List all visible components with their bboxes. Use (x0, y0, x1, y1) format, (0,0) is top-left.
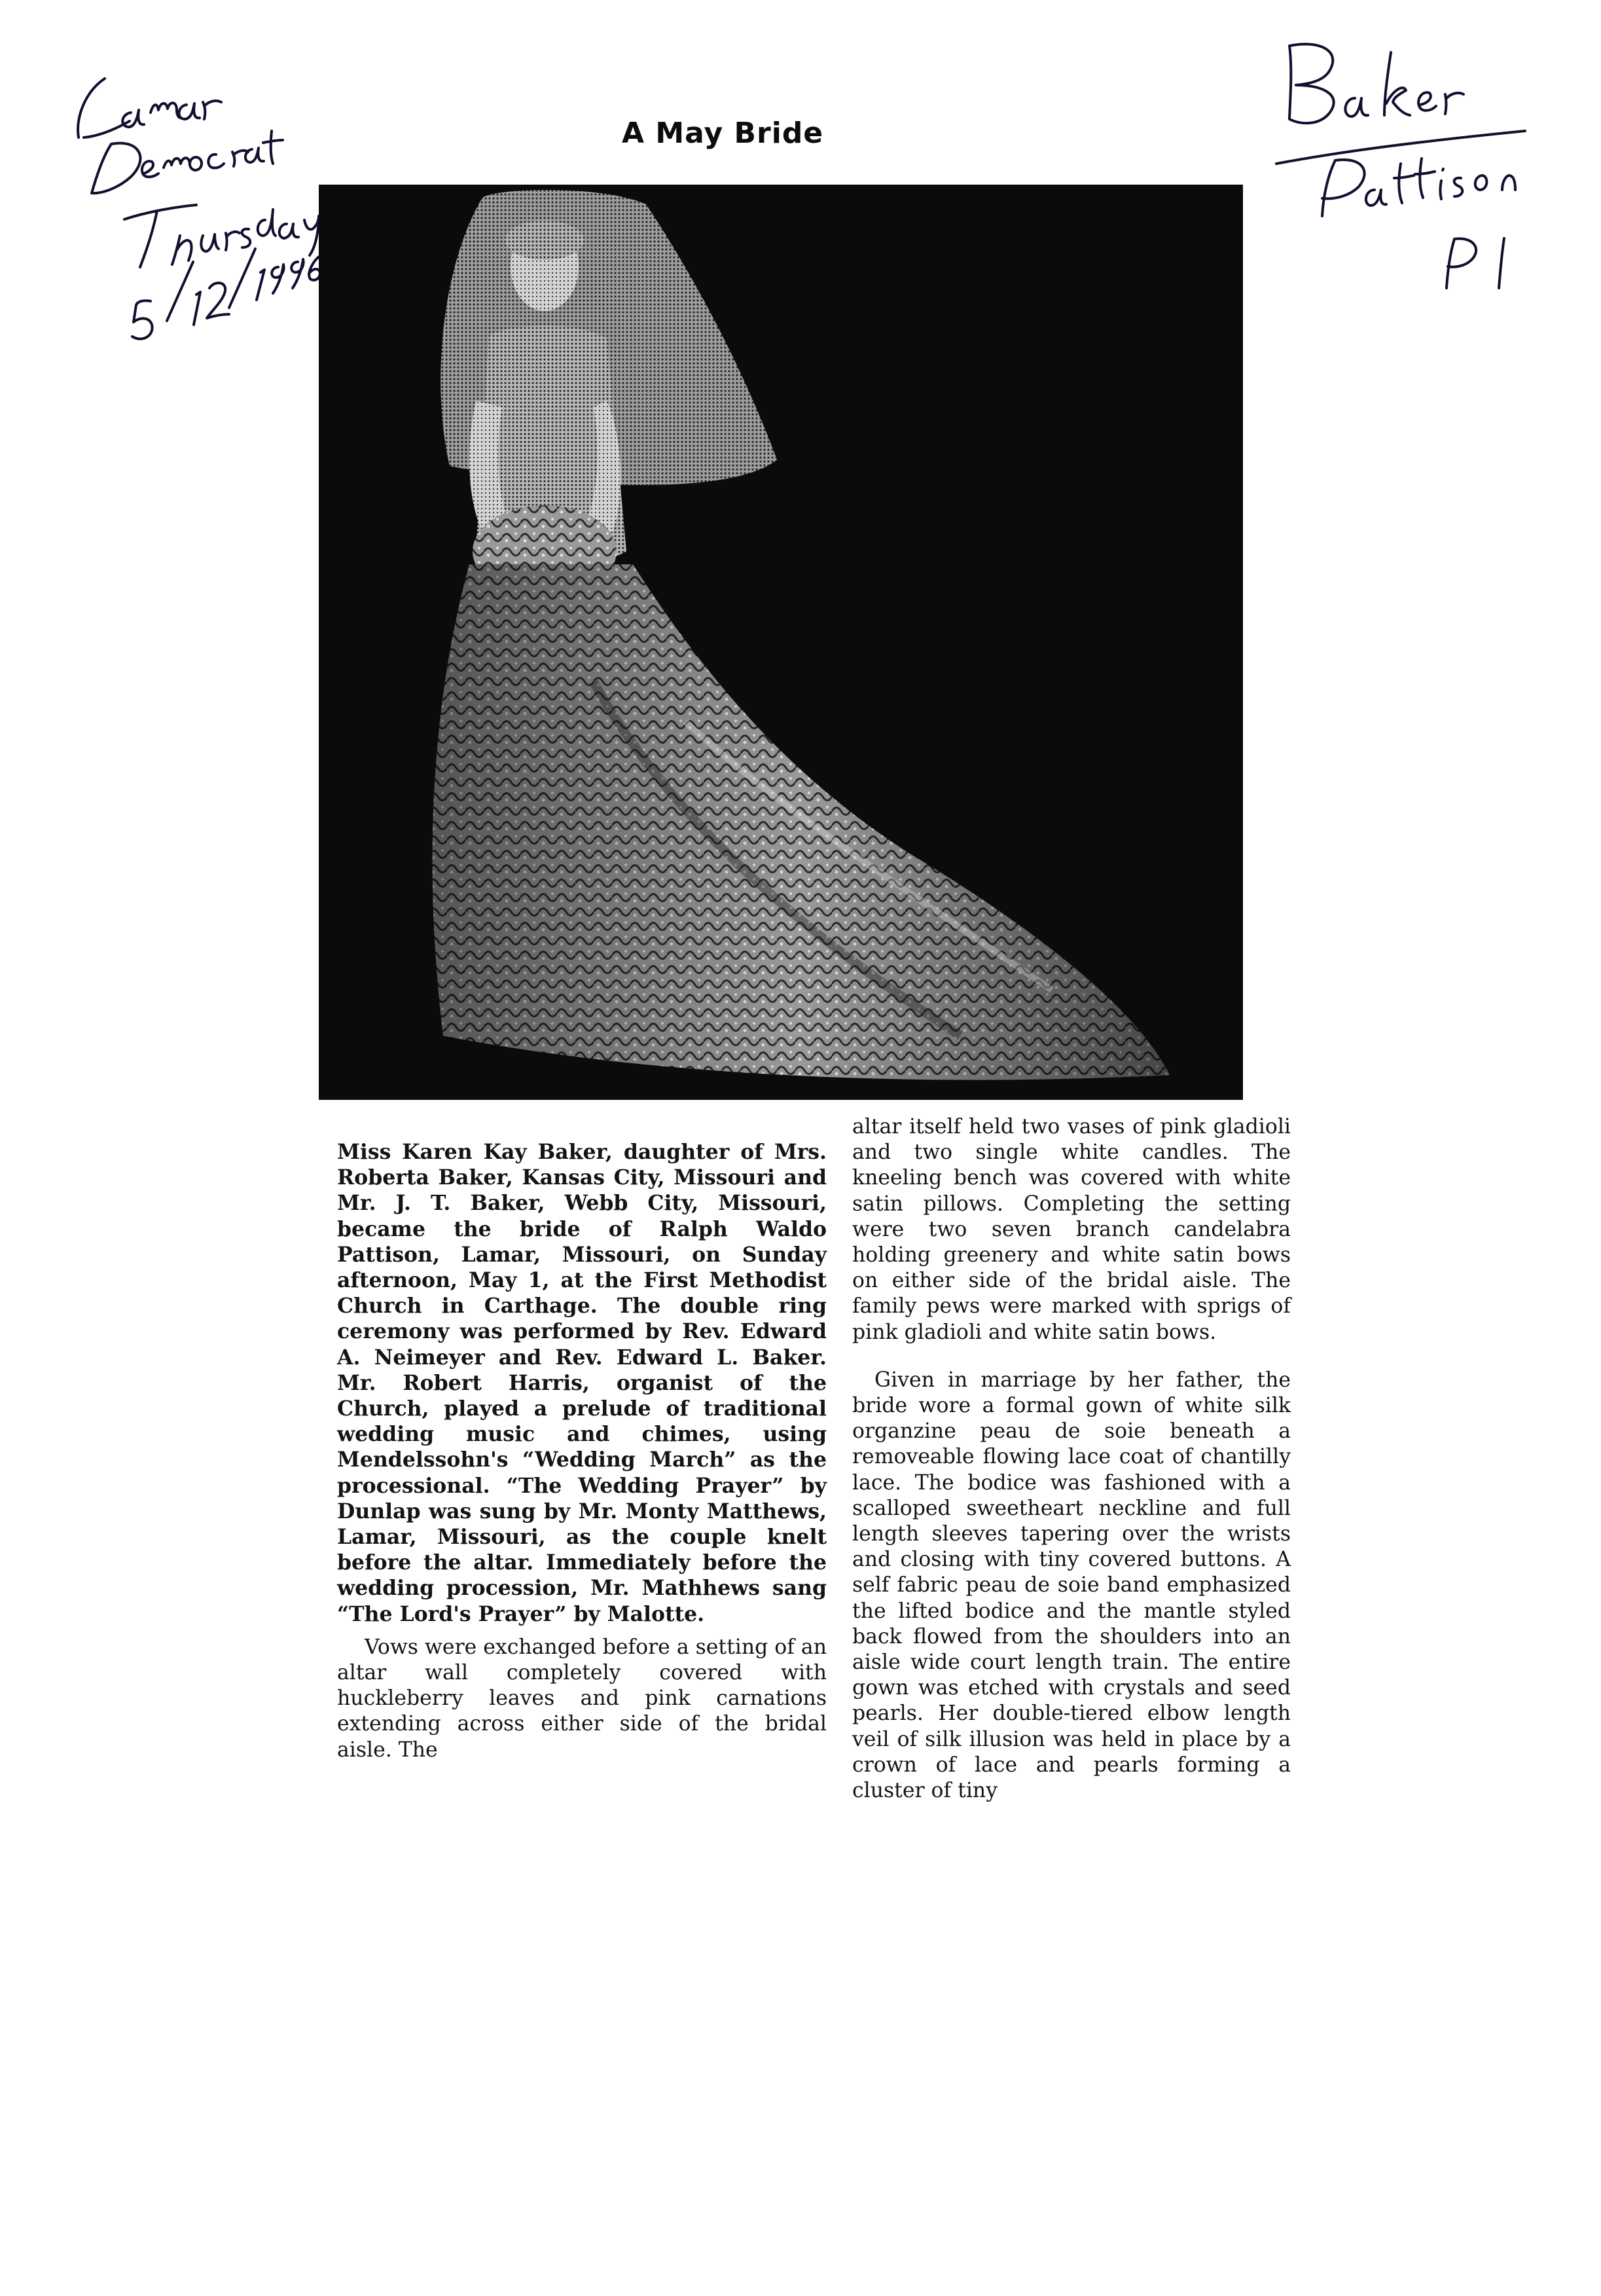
article-column-left (337, 1139, 827, 1763)
article-paragraph: Given in marriage by her father, the bride wore a formal gown of white silk organzine peau de soie beneath a removeable flowing lace coat of chantilly lace. The bodice was fashioned with a scalloped sweetheart neckline and full length sleeves tapering over the wrists and closing with tiny covered buttons. A self fabric peau de soie band emphasized the lifted bodice and the mantle styled back flowed from the shoulders into an aisle wide court length train. The entire gown was etched with crystals and seed pearls. Her double-tiered elbow length veil of silk illusion was held in place by a crown of lace and pearls forming a cluster of tiny (852, 1368, 1291, 1803)
article-paragraph: altar itself held two vases of pink gladioli and two single white candles. The kneeling bench was covered with white satin pillows. Completing the setting were two seven branch candelabra holding greenery and white satin bows on either side of the bridal aisle. The family pews were marked with sprigs of pink gladioli and white satin bows. (852, 1115, 1291, 1344)
article-paragraph: Miss Karen Kay Baker, daughter of Mrs. Roberta Baker, Kansas City, Missouri and Mr. J. T. Baker, Webb City, Missouri, became the bride of Ralph Waldo Pattison, Lamar, Missouri, on Sunday afternoon, May 1, at the First Methodist Church in Carthage. The double ring ceremony was performed by Rev. Edward A. Neimeyer and Rev. Edward L. Baker. Mr. Robert Harris, organist of the Church, played a prelude of traditional wedding music and chimes, using Mendelssohn's “Wedding March” as the processional. “The Wedding Prayer” by Dunlap was sung by Mr. Monty Matthews, Lamar, Missouri, as the couple knelt before the altar. Immediately before the wedding procession, Mr. Mathhews sang “The Lord's Prayer” by Malotte. (337, 1140, 827, 1626)
article-headline: A May Bride (622, 117, 824, 150)
handwritten-publication-note (52, 39, 340, 367)
article-paragraph: Vows were exchanged before a setting of an altar wall completely covered with huckleberry leaves and pink carnations extending across either side of the bridal aisle. The (337, 1635, 827, 1762)
handwritten-surname-note (1250, 26, 1558, 301)
article-column-right (852, 1114, 1291, 1804)
bride-photo (319, 185, 1243, 1100)
bride-photo-image (319, 185, 1243, 1100)
